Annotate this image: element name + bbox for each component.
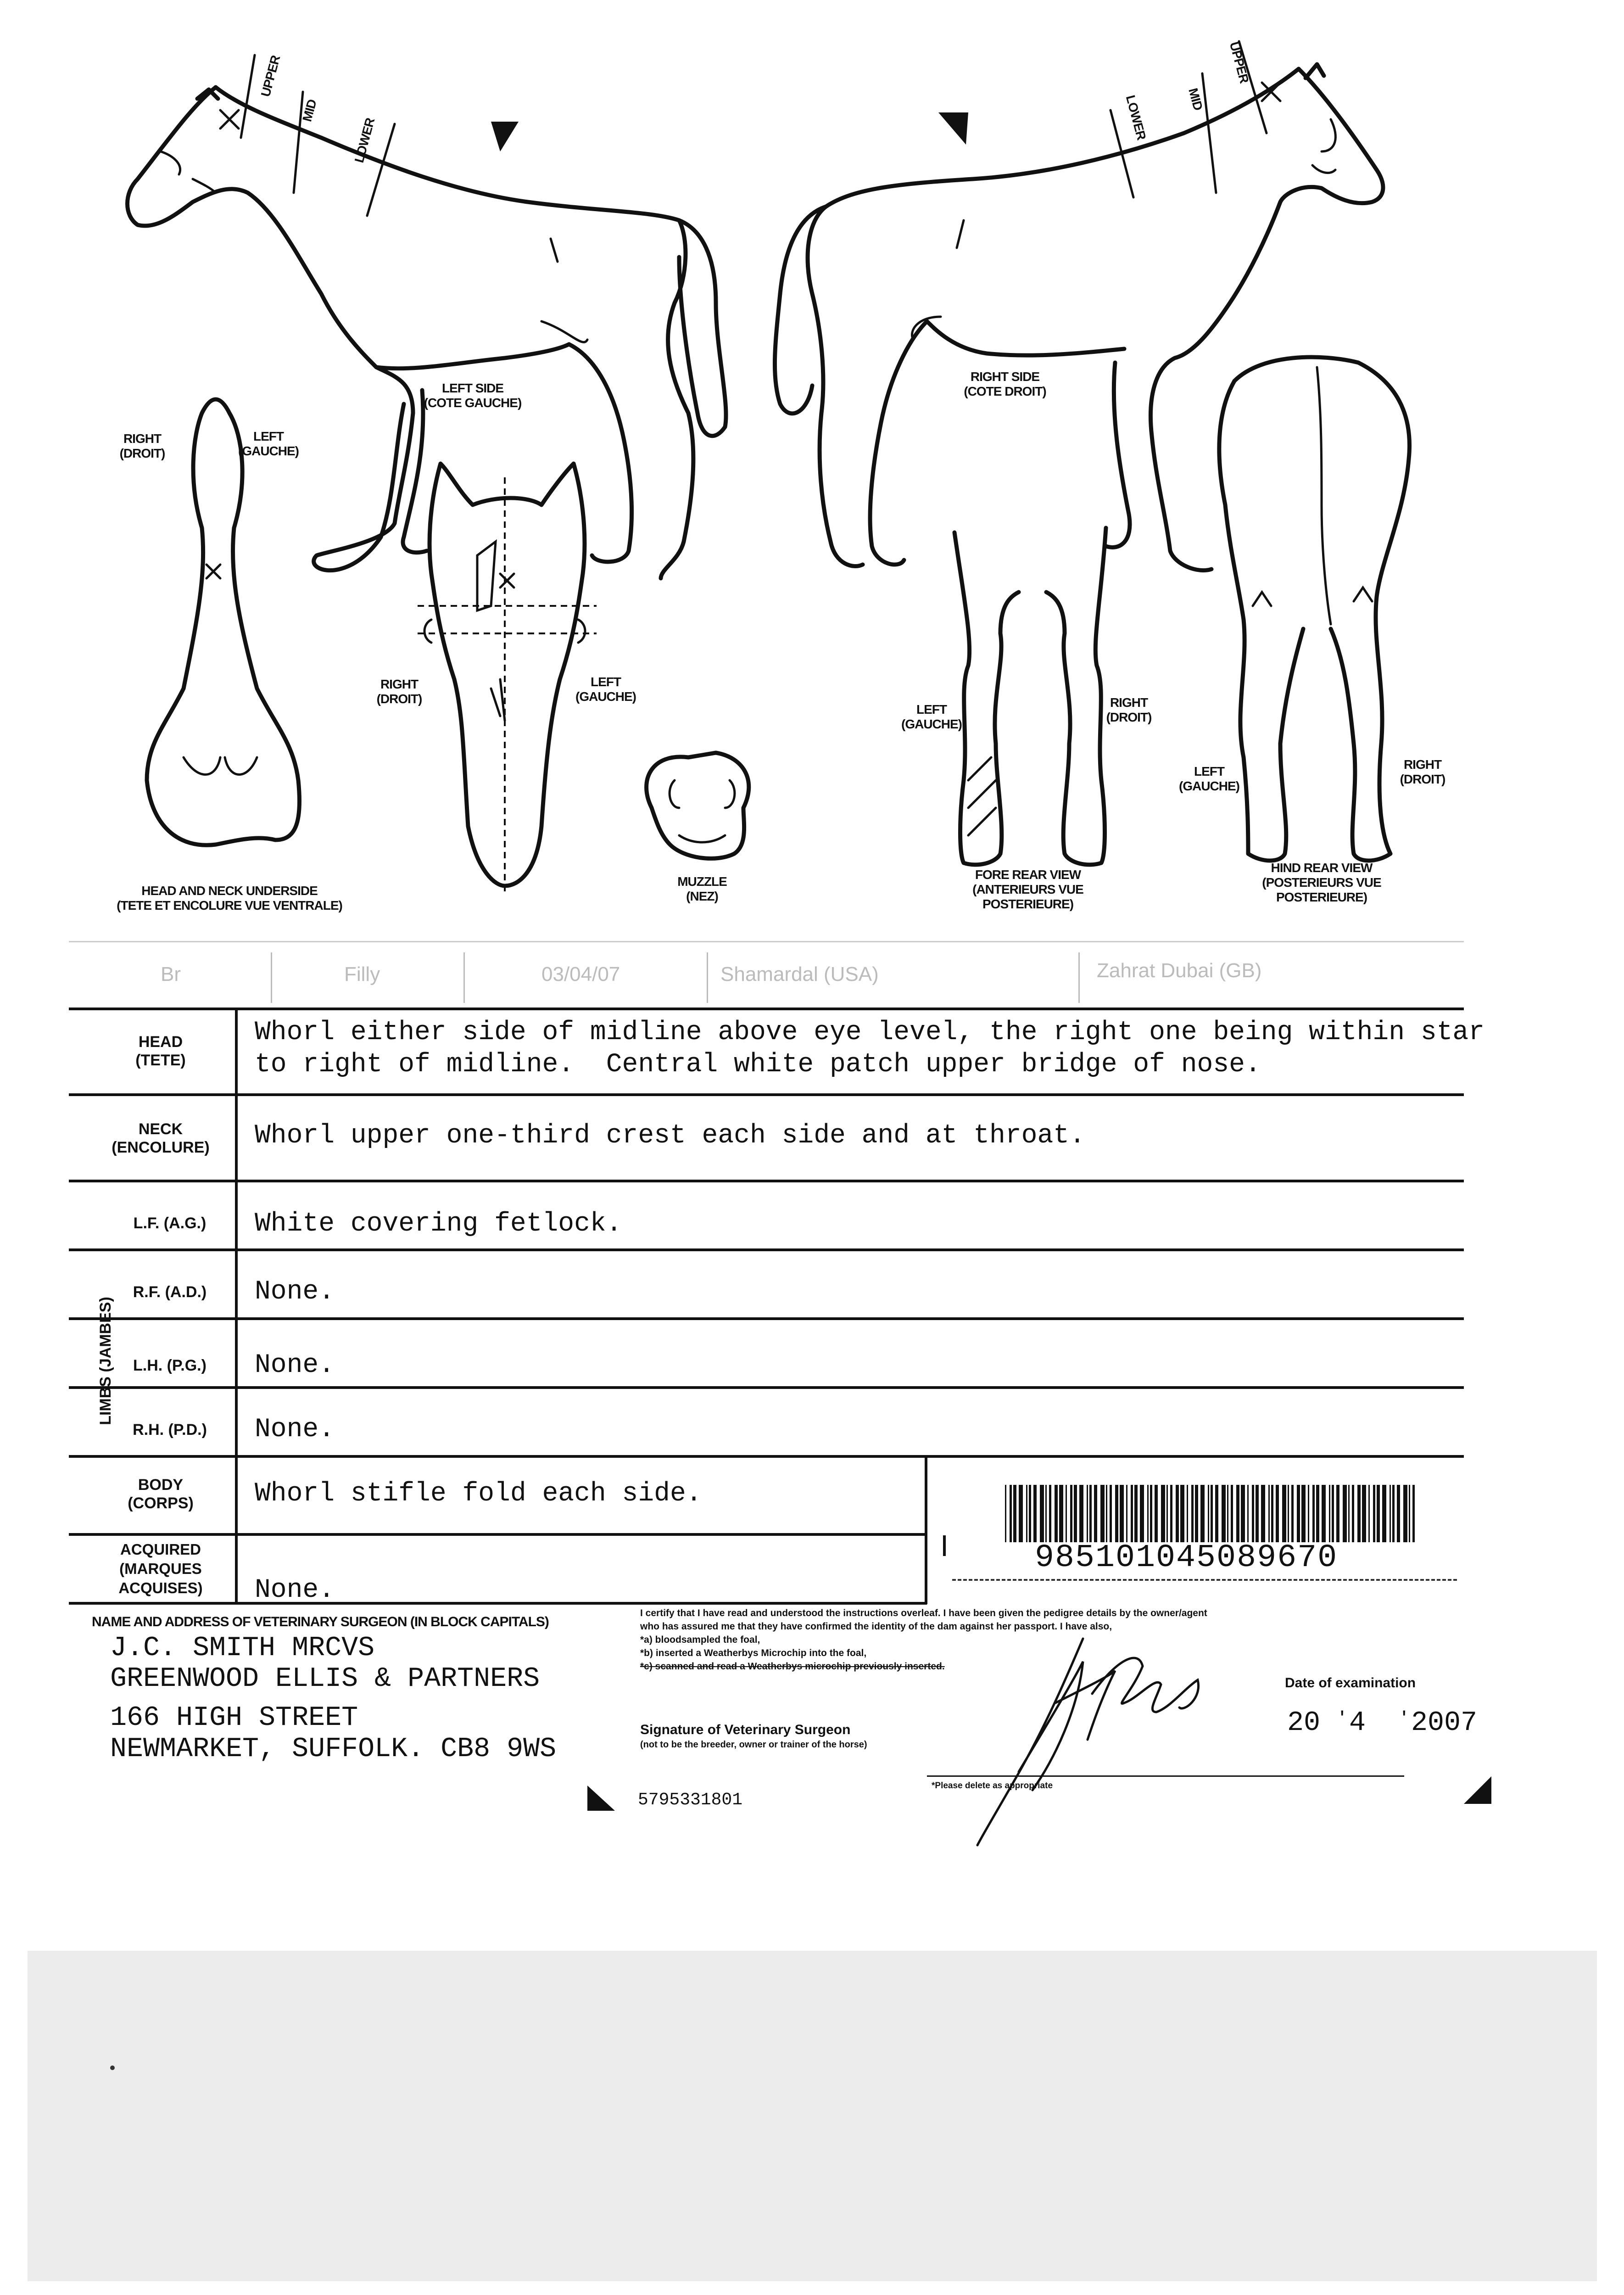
horse-colour: Br: [161, 963, 181, 985]
head-neck-underside-outline: [147, 399, 300, 845]
registration-mark-bottom-left: [585, 1783, 617, 1815]
exam-date-year: 2007: [1411, 1707, 1478, 1739]
barcode-bar: [1106, 1485, 1107, 1542]
scan-shadow: [28, 1951, 1597, 2281]
hind-rear-view-label: [1239, 861, 1404, 905]
barcode-bar: [1412, 1485, 1415, 1542]
right-lower-label: LOWER: [1123, 93, 1149, 141]
vet-town: NEWMARKET, SUFFOLK. CB8 9WS: [110, 1734, 557, 1765]
barcode-bar: [1288, 1485, 1289, 1542]
barcode-bar: [1180, 1485, 1184, 1542]
head-neck-underside-text: HEAD AND NECK UNDERSIDE: [141, 884, 318, 898]
barcode-bar: [1336, 1485, 1339, 1542]
barcode-bar: [1191, 1485, 1194, 1542]
barcode-bar: [1322, 1485, 1326, 1542]
barcode-bar: [1045, 1485, 1047, 1542]
barcode-bar: [1161, 1485, 1165, 1542]
label-column-divider: [235, 1008, 238, 1604]
cert-line-4: *b) inserted a Weatherbys Microchip into the foal,: [640, 1648, 867, 1658]
left-mid-label: MID: [300, 98, 319, 123]
barcode-bar: [1087, 1485, 1088, 1542]
id-row-divider: [463, 952, 465, 1003]
barcode-bar: [1208, 1485, 1209, 1542]
left-fr-text: (GAUCHE): [575, 689, 636, 704]
body-label-text: BODY: [138, 1476, 184, 1494]
right-text: RIGHT: [1403, 757, 1442, 772]
barcode-bar: [1005, 1485, 1006, 1542]
barcode-bar: [1033, 1485, 1037, 1542]
horse-dob: 03/04/07: [541, 963, 620, 985]
barcode-bar: [1222, 1485, 1226, 1542]
right-side-horse-outline: [775, 41, 1383, 571]
vet-name: J.C. SMITH MRCVS: [110, 1633, 375, 1664]
barcode-bar: [1066, 1485, 1067, 1542]
barcode-bar: [1010, 1485, 1012, 1542]
right-upper-label: UPPER: [1227, 40, 1252, 85]
barcode-bar: [1236, 1485, 1239, 1542]
horse-diagrams: [0, 0, 1624, 955]
barcode-bar: [1134, 1485, 1138, 1542]
barcode-bar: [1392, 1485, 1395, 1542]
barcode-bar: [1390, 1485, 1391, 1542]
barcode-bar: [1252, 1485, 1254, 1542]
barcode-bar: [1261, 1485, 1265, 1542]
left-text: LEFT: [916, 702, 947, 716]
neck-label: [92, 1120, 229, 1157]
table-rule: [69, 1602, 927, 1605]
barcode-bar: [1312, 1485, 1315, 1542]
scan-speck: [110, 2066, 115, 2070]
right-fr-text: (DROIT): [1400, 772, 1445, 786]
hind-right-label: [1386, 757, 1459, 787]
barcode-bar: [1332, 1485, 1334, 1542]
barcode-baseline: [952, 1579, 1457, 1581]
muzzle-outline: [647, 753, 749, 858]
fore-left-label: [890, 702, 973, 732]
right-text: RIGHT: [380, 677, 419, 691]
acquired-label: [92, 1540, 229, 1598]
left-upper-label: UPPER: [258, 54, 283, 99]
date-separator: ': [1340, 1706, 1345, 1731]
barcode-bar: [1316, 1485, 1319, 1542]
barcode-bar: [1368, 1485, 1370, 1542]
neck-label-text: NECK: [138, 1120, 183, 1138]
barcode-bar: [1357, 1485, 1361, 1542]
barcode-bar: [1155, 1485, 1158, 1542]
registration-mark-top-right: [938, 112, 968, 145]
form-number: 5795331801: [638, 1790, 743, 1810]
barcode-bar: [1276, 1485, 1279, 1542]
left-fr-text: (GAUCHE): [1179, 779, 1239, 793]
barcode-bar: [1227, 1485, 1228, 1542]
right-fr-text: (DROIT): [119, 446, 165, 460]
right-mid-label: MID: [1186, 86, 1205, 112]
muzzle-fr-text: (NEZ): [686, 889, 718, 903]
barcode-bar: [1409, 1485, 1410, 1542]
table-rule: [69, 1180, 1464, 1182]
left-text: LEFT: [1194, 764, 1224, 778]
left-fr-text: (GAUCHE): [238, 444, 299, 458]
fore-rear-view-fr1-text: (ANTERIEURS VUE: [972, 882, 1083, 896]
cert-line-3: *a) bloodsampled the foal,: [640, 1634, 760, 1645]
barcode-bar: [1150, 1485, 1152, 1542]
right-side-text: RIGHT SIDE: [970, 369, 1040, 384]
barcode-bar: [1397, 1485, 1400, 1542]
right-side-label: [936, 369, 1074, 399]
vet-street: 166 HIGH STREET: [110, 1702, 358, 1734]
barcode-bar: [1297, 1485, 1300, 1542]
limb-lh-label: L.H. (P.G.): [133, 1357, 206, 1374]
limb-rf-label: R.F. (A.D.): [133, 1283, 207, 1301]
id-row-divider: [1078, 952, 1080, 1003]
table-rule: [69, 1386, 1464, 1389]
signature-label: Signature of Veterinary Surgeon: [640, 1722, 851, 1737]
left-text: LEFT: [253, 429, 284, 443]
barcode-bar: [1059, 1485, 1063, 1542]
left-lower-label: LOWER: [352, 116, 378, 164]
left-side-fr-text: (COTE GAUCHE): [424, 396, 522, 410]
exam-date-label: Date of examination: [1285, 1675, 1416, 1690]
head-label-fr-text: (TETE): [135, 1052, 186, 1069]
limb-lh-markings: None.: [255, 1350, 335, 1380]
right-fr-text: (DROIT): [376, 692, 422, 706]
right-text: RIGHT: [123, 431, 162, 446]
body-column-divider: [925, 1455, 927, 1604]
barcode-bar: [1070, 1485, 1072, 1542]
barcode-bar: [1231, 1485, 1233, 1542]
id-row-divider: [707, 952, 708, 1003]
vet-signature: [964, 1634, 1285, 1850]
limb-lf-markings: White covering fetlock.: [255, 1209, 622, 1239]
barcode-bar: [1100, 1485, 1105, 1542]
body-label-fr-text: (CORPS): [128, 1495, 194, 1512]
limbs-vertical-label: LIMBS (JAMBES): [97, 1297, 114, 1425]
limb-rh-label: R.H. (P.D.): [133, 1421, 207, 1439]
id-row-divider: [271, 952, 272, 1003]
left-side-horse-outline: [128, 55, 726, 578]
hind-rear-view-fr1-text: (POSTERIEURS VUE: [1262, 875, 1381, 890]
barcode-bar: [1308, 1485, 1309, 1542]
fore-right-label: [1092, 695, 1166, 725]
barcode-bar: [1362, 1485, 1366, 1542]
barcode-bar: [1200, 1485, 1205, 1542]
barcode-bar: [1187, 1485, 1188, 1542]
barcode-bar: [1013, 1485, 1016, 1542]
body-markings: Whorl stifle fold each side.: [255, 1479, 702, 1509]
barcode-bar: [1120, 1485, 1124, 1542]
barcode-bar: [1049, 1485, 1051, 1542]
head-label: [92, 1033, 229, 1069]
barcode-bar: [1271, 1485, 1273, 1542]
barcode-tick: [943, 1535, 946, 1556]
microchip-barcode: [1005, 1485, 1418, 1545]
acquired-label-fr1-text: (MARQUES: [119, 1560, 202, 1577]
underside-left-label: [227, 429, 310, 459]
barcode-bar: [1195, 1485, 1198, 1542]
left-fr-text: (GAUCHE): [901, 717, 962, 731]
signature-note: (not to be the breeder, owner or trainer of the horse): [640, 1740, 867, 1750]
underside-right-label: [106, 431, 179, 461]
barcode-bar: [1170, 1485, 1172, 1542]
barcode-bar: [1256, 1485, 1259, 1542]
barcode-bar: [1140, 1485, 1144, 1542]
face-left-label: [564, 675, 647, 704]
barcode-bar: [1055, 1485, 1058, 1542]
horse-dam: Zahrat Dubai (GB): [1097, 959, 1262, 982]
barcode-bar: [1176, 1485, 1179, 1542]
barcode-bar: [1377, 1485, 1380, 1542]
vet-practice: GREENWOOD ELLIS & PARTNERS: [110, 1663, 540, 1695]
barcode-bar: [1247, 1485, 1249, 1542]
barcode-bar: [1147, 1485, 1149, 1542]
body-label: [92, 1476, 229, 1512]
fore-rear-view-fr2-text: POSTERIEURE): [982, 897, 1074, 911]
horse-sire: Shamardal (USA): [720, 963, 879, 985]
horse-sex: Filly: [344, 963, 380, 985]
barcode-bar: [1343, 1485, 1347, 1542]
barcode-bar: [1215, 1485, 1218, 1542]
table-rule: [69, 1455, 1464, 1458]
barcode-bar: [1079, 1485, 1083, 1542]
barcode-bar: [1126, 1485, 1127, 1542]
left-side-text: LEFT SIDE: [441, 381, 504, 395]
limb-rh-markings: None.: [255, 1415, 335, 1444]
barcode-bar: [1352, 1485, 1354, 1542]
left-text: LEFT: [591, 675, 621, 689]
limb-rf-markings: None.: [255, 1277, 335, 1307]
delete-note: *Please delete as appropriate: [932, 1781, 1053, 1791]
barcode-bar: [1131, 1485, 1133, 1542]
barcode-bar: [1348, 1485, 1350, 1542]
barcode-bar: [1019, 1485, 1023, 1542]
fore-rear-view-text: FORE REAR VIEW: [975, 868, 1081, 882]
acquired-markings: None.: [255, 1575, 335, 1605]
table-rule: [69, 1533, 927, 1536]
registration-mark-top-left: [491, 122, 519, 151]
neck-markings: Whorl upper one-third crest each side and at throat.: [255, 1121, 1085, 1151]
table-rule: [69, 1248, 1464, 1251]
exam-date-month: 4: [1349, 1707, 1366, 1739]
hind-rear-view-fr2-text: POSTERIEURE): [1276, 890, 1367, 904]
barcode-bar: [1382, 1485, 1386, 1542]
barcode-bar: [1026, 1485, 1027, 1542]
barcode-bar: [1115, 1485, 1118, 1542]
exam-date-day: 20: [1287, 1707, 1321, 1739]
barcode-bar: [1268, 1485, 1270, 1542]
date-separator: ': [1402, 1706, 1406, 1731]
barcode-bar: [1089, 1485, 1092, 1542]
id-row-top-rule: [69, 941, 1464, 942]
barcode-bar: [1211, 1485, 1213, 1542]
neck-label-fr-text: (ENCOLURE): [112, 1139, 210, 1156]
head-label-text: HEAD: [138, 1033, 183, 1051]
hind-rear-view-text: HIND REAR VIEW: [1271, 861, 1373, 875]
barcode-bar: [1074, 1485, 1077, 1542]
table-rule: [69, 1093, 1464, 1096]
limb-lf-label: L.F. (A.G.): [133, 1215, 206, 1232]
barcode-bar: [1040, 1485, 1044, 1542]
table-rule: [69, 1317, 1464, 1320]
table-rule: [69, 1008, 1464, 1010]
fore-rear-view-outline: [954, 528, 1106, 865]
cert-line-2: who has assured me that they have confirmed the identity of the dam against her passport. I have also,: [640, 1621, 1112, 1632]
barcode-bar: [1301, 1485, 1306, 1542]
barcode-bar: [1291, 1485, 1294, 1542]
barcode-bar: [1329, 1485, 1330, 1542]
barcode-bar: [1110, 1485, 1112, 1542]
face-right-label: [363, 677, 436, 706]
left-side-label: [404, 381, 541, 410]
right-fr-text: (DROIT): [1106, 710, 1152, 724]
microchip-number: 985101045089670: [1035, 1540, 1338, 1576]
barcode-bar: [1241, 1485, 1245, 1542]
registration-mark-bottom-right: [1462, 1774, 1494, 1806]
barcode-bar: [1282, 1485, 1286, 1542]
barcode-bar: [1403, 1485, 1407, 1542]
barcode-bar: [1373, 1485, 1375, 1542]
head-neck-underside-label: [78, 884, 381, 913]
barcode-bar: [1029, 1485, 1031, 1542]
right-text: RIGHT: [1110, 695, 1148, 710]
acquired-label-text: ACQUIRED: [120, 1541, 201, 1558]
hind-left-label: [1168, 764, 1250, 794]
vet-heading: NAME AND ADDRESS OF VETERINARY SURGEON (IN BLOCK CAPITALS): [92, 1614, 549, 1629]
barcode-bar: [1166, 1485, 1168, 1542]
cert-line-5: *c) scanned and read a Weatherbys microchip previously inserted.: [640, 1661, 945, 1672]
barcode-bar: [1094, 1485, 1097, 1542]
cert-line-1: I certify that I have read and understood the instructions overleaf. I have been given the pedigree details by the owner/agent: [640, 1608, 1207, 1618]
muzzle-text: MUZZLE: [677, 874, 727, 889]
right-side-fr-text: (COTE DROIT): [964, 384, 1046, 398]
head-markings: Whorl either side of midline above eye level, the right one being within star to right of midline. Central white patch upper bridge of nose.: [255, 1018, 1485, 1080]
acquired-label-fr2-text: ACQUISES): [118, 1579, 203, 1596]
muzzle-label: [656, 874, 748, 904]
fore-rear-view-label: [941, 868, 1115, 912]
head-neck-underside-fr-text: (TETE ET ENCOLURE VUE VENTRALE): [117, 898, 342, 912]
